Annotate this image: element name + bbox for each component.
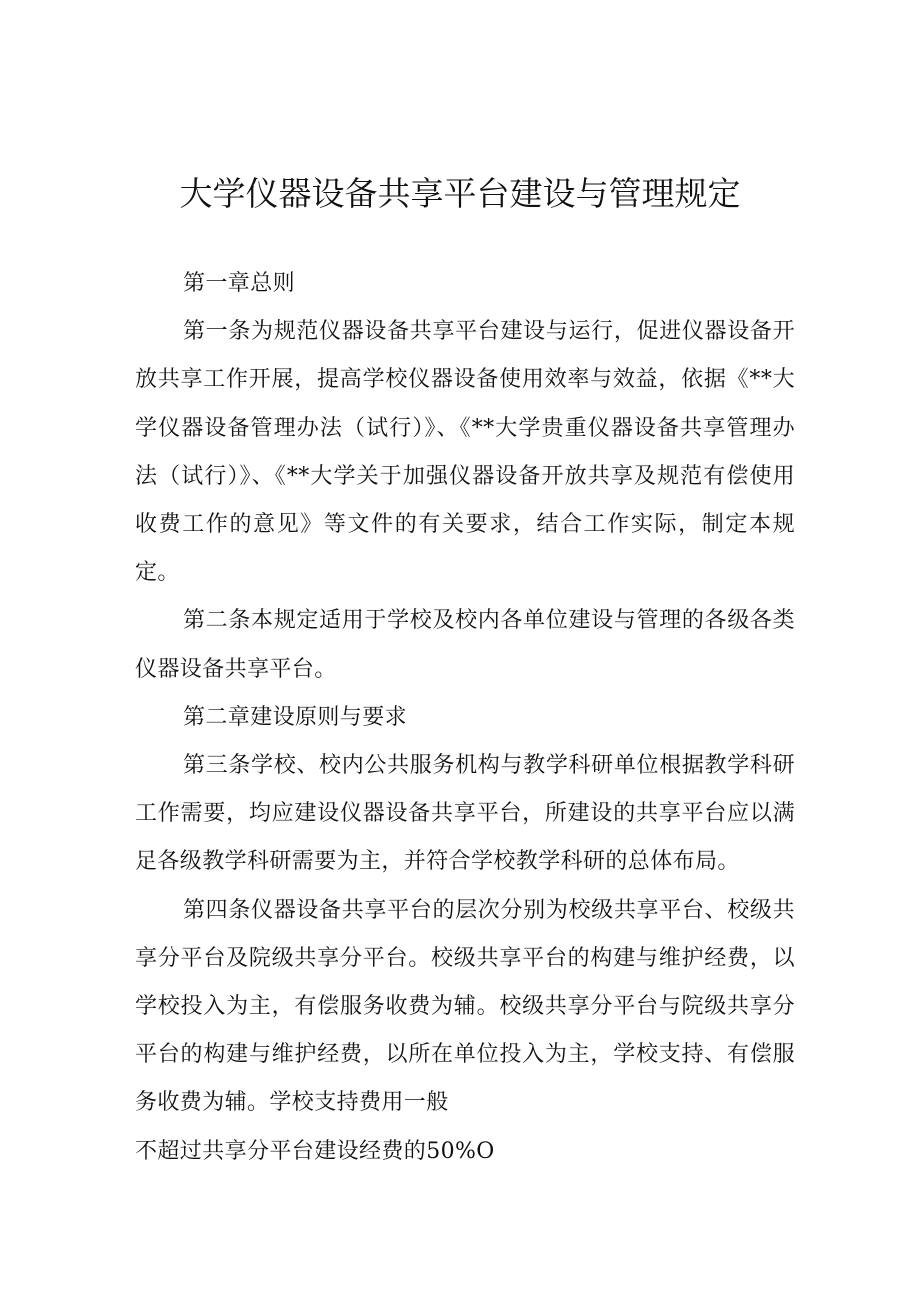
article-4-continuation: 不超过共享分平台建设经费的50%O — [135, 1138, 495, 1164]
document-title: 大学仪器设备共享平台建设与管理规定 — [179, 174, 741, 213]
chapter-heading-1: 第一章总则 — [183, 271, 296, 296]
article-3-paragraph: 第三条学校、校内公共服务机构与教学科研单位根据教学科研工作需要，均应建设仪器设备共享平台，所建设的共享平台应以满足各级教学科研需要为主，并符合学校教学科研的总体布局。 — [135, 753, 795, 875]
document-body — [135, 260, 795, 1176]
chapter-heading-2: 第二章建设原则与要求 — [183, 704, 408, 730]
article-2-paragraph: 第二条本规定适用于学校及校内各单位建设与管理的各级各类仪器设备共享平台。 — [135, 608, 795, 682]
article-4-paragraph: 第四条仪器设备共享平台的层次分别为校级共享平台、校级共享分平台及院级共享分平台。校级共享平台的构建与维护经费，以学校投入为主，有偿服务收费为辅。校级共享分平台与院级共享分平台的构建与维护经费，以所在单位投入为主，学校支持、有偿服务收费为辅。学校支持费用一般 — [135, 897, 795, 1116]
article-1-paragraph: 第一条为规范仪器设备共享平台建设与运行，促进仪器设备开放共享工作开展，提高学校仪器设备使用效率与效益，依据《**大学仪器设备管理办法（试行）》、《**大学贵重仪器设备共享管理办法（试行）》、《**大学关于加强仪器设备开放共享及规范有偿使用收费工作的意见》等文件的有关要求，结合工作实际，制定本规定。 — [135, 319, 795, 586]
